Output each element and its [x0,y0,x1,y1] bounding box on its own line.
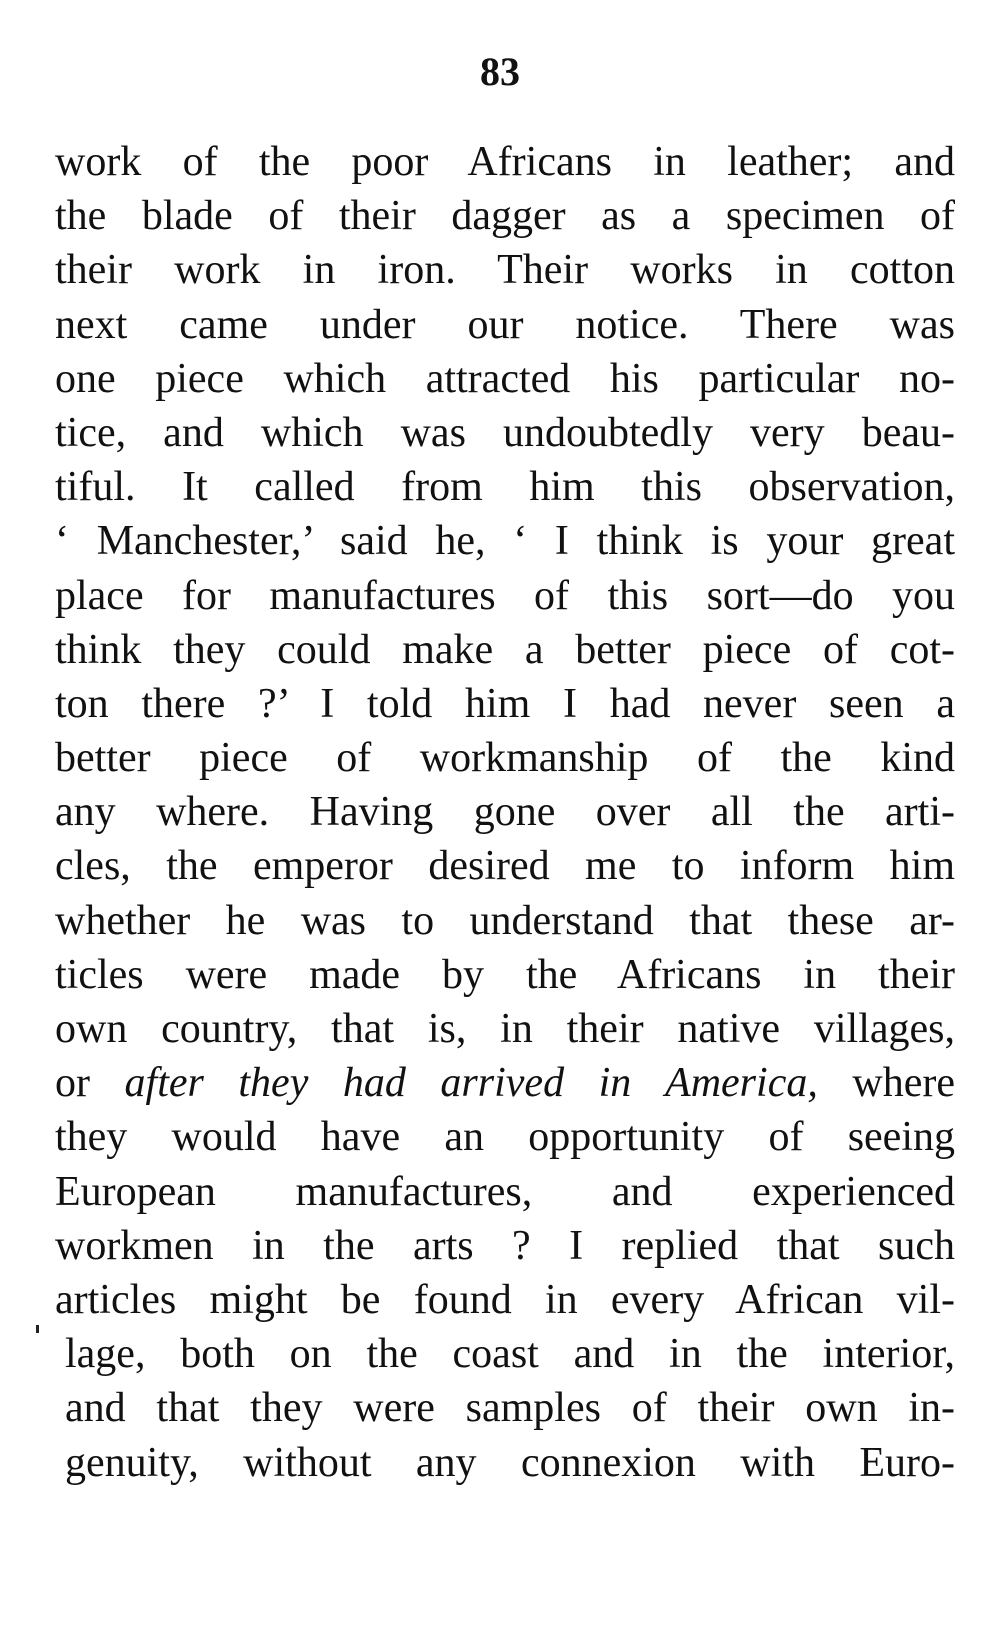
line-suffix: where [817,1060,955,1107]
text-line: tiful. It called from him this observation, [55,464,955,511]
margin-speck [36,1325,39,1333]
text-line: genuity, without any connexion with Euro- [65,1439,955,1486]
body-text [55,135,955,1490]
text-line: tice, and which was undoubtedly very beau- [55,409,955,456]
text-line: better piece of workmanship of the kind [55,735,955,782]
text-line: one piece which attracted his particular no- [55,355,955,402]
text-line: ‘ Manchester,’ said he, ‘ I think is your great [55,518,955,565]
text-line: articles might be found in every African vil- [55,1276,955,1323]
text-line: cles, the emperor desired me to inform him [55,843,955,890]
text-line: work of the poor Africans in leather; and [55,139,955,185]
text-line: ton there ?’ I told him I had never seen a [55,680,955,727]
text-line: own country, that is, in their native villages, [55,1006,955,1052]
page-number: 83 [480,49,520,94]
text-line: ticles were made by the Africans in their [55,951,955,998]
line-prefix: or [55,1060,125,1107]
text-line: workmen in the arts ? I replied that such [55,1222,955,1269]
text-line: think they could make a better piece of cot- [55,626,955,673]
text-line: the blade of their dagger as a specimen of [55,193,955,240]
text-line: next came under our notice. There was [55,301,955,348]
text-line: their work in iron. Their works in cotton [55,247,955,294]
text-line: they would have an opportunity of seeing [55,1114,955,1161]
text-line: whether he was to understand that these ar- [55,897,955,944]
text-line-with-italic [55,1056,955,1110]
text-line: and that they were samples of their own in- [65,1385,955,1432]
text-line: lage, both on the coast and in the interior, [65,1331,955,1378]
text-line: any where. Having gone over all the arti- [55,789,955,836]
italic-phrase: after they had arrived in America, [124,1060,818,1107]
text-line: European manufactures, and experienced [55,1168,955,1215]
text-line: place for manufactures of this sort—do you [55,572,955,619]
